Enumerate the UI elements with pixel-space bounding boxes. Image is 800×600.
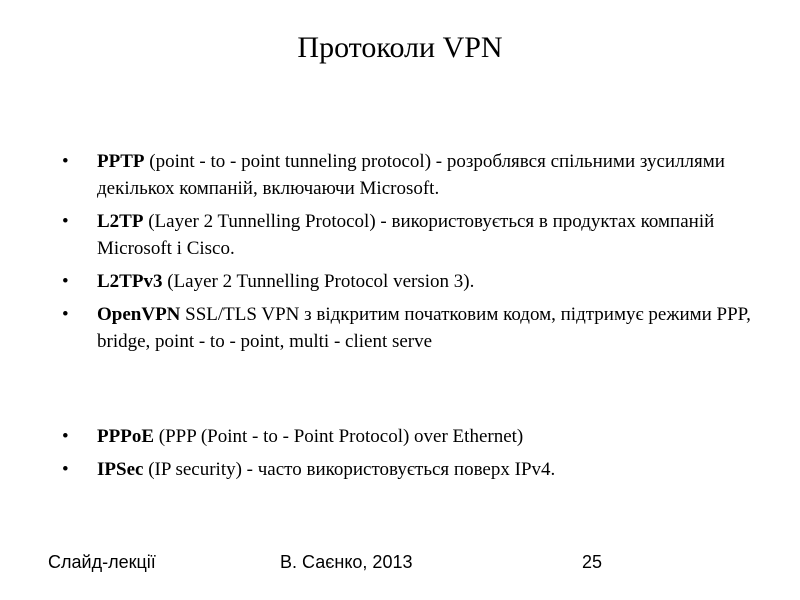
footer-page-number: 25 bbox=[582, 552, 603, 572]
list-item-ipsec bbox=[62, 456, 752, 483]
bullet-icon: • bbox=[62, 426, 69, 447]
slide-title: Протоколи VPN bbox=[297, 31, 503, 64]
protocol-description: (point - to - point tunneling protocol) - розроблявся спільними зусиллями декількох компаній, включаючи Microsoft. bbox=[97, 151, 725, 199]
bullet-icon: • bbox=[62, 271, 69, 292]
footer-course-name: Слайд-лекції bbox=[48, 552, 156, 572]
protocol-description: SSL/TLS VPN з відкритим початковим кодом, підтримує режими PPP, bridge, point - to - point, multi - client serve bbox=[97, 304, 751, 352]
list-spacer bbox=[62, 361, 752, 423]
list-item-l2tp bbox=[62, 208, 752, 262]
protocol-term: OpenVPN bbox=[97, 304, 181, 325]
protocol-term: L2TP bbox=[97, 211, 144, 232]
list-item-pppoe bbox=[62, 423, 752, 450]
bullet-icon: • bbox=[62, 151, 69, 172]
protocol-description: (PPP (Point - to - Point Protocol) over Ethernet) bbox=[154, 426, 524, 447]
footer-author: В. Саєнко, 2013 bbox=[280, 552, 413, 572]
protocol-description: (Layer 2 Tunnelling Protocol) - використовується в продуктах компаній Microsoft і Cisco. bbox=[97, 211, 715, 259]
bullet-icon: • bbox=[62, 459, 69, 480]
list-item-pptp bbox=[62, 148, 752, 202]
protocol-term: L2TPv3 bbox=[97, 271, 163, 292]
bullet-list bbox=[62, 148, 752, 489]
list-item-l2tpv3 bbox=[62, 268, 752, 295]
protocol-term: PPPoE bbox=[97, 426, 154, 447]
protocol-description: (IP security) - часто використовується поверх IPv4. bbox=[143, 459, 556, 480]
bullet-icon: • bbox=[62, 211, 69, 232]
protocol-term: PPTP bbox=[97, 151, 145, 172]
protocol-term: IPSec bbox=[97, 459, 144, 480]
list-item-openvpn bbox=[62, 301, 752, 355]
bullet-icon: • bbox=[62, 304, 69, 325]
protocol-description: (Layer 2 Tunnelling Protocol version 3). bbox=[162, 271, 475, 292]
